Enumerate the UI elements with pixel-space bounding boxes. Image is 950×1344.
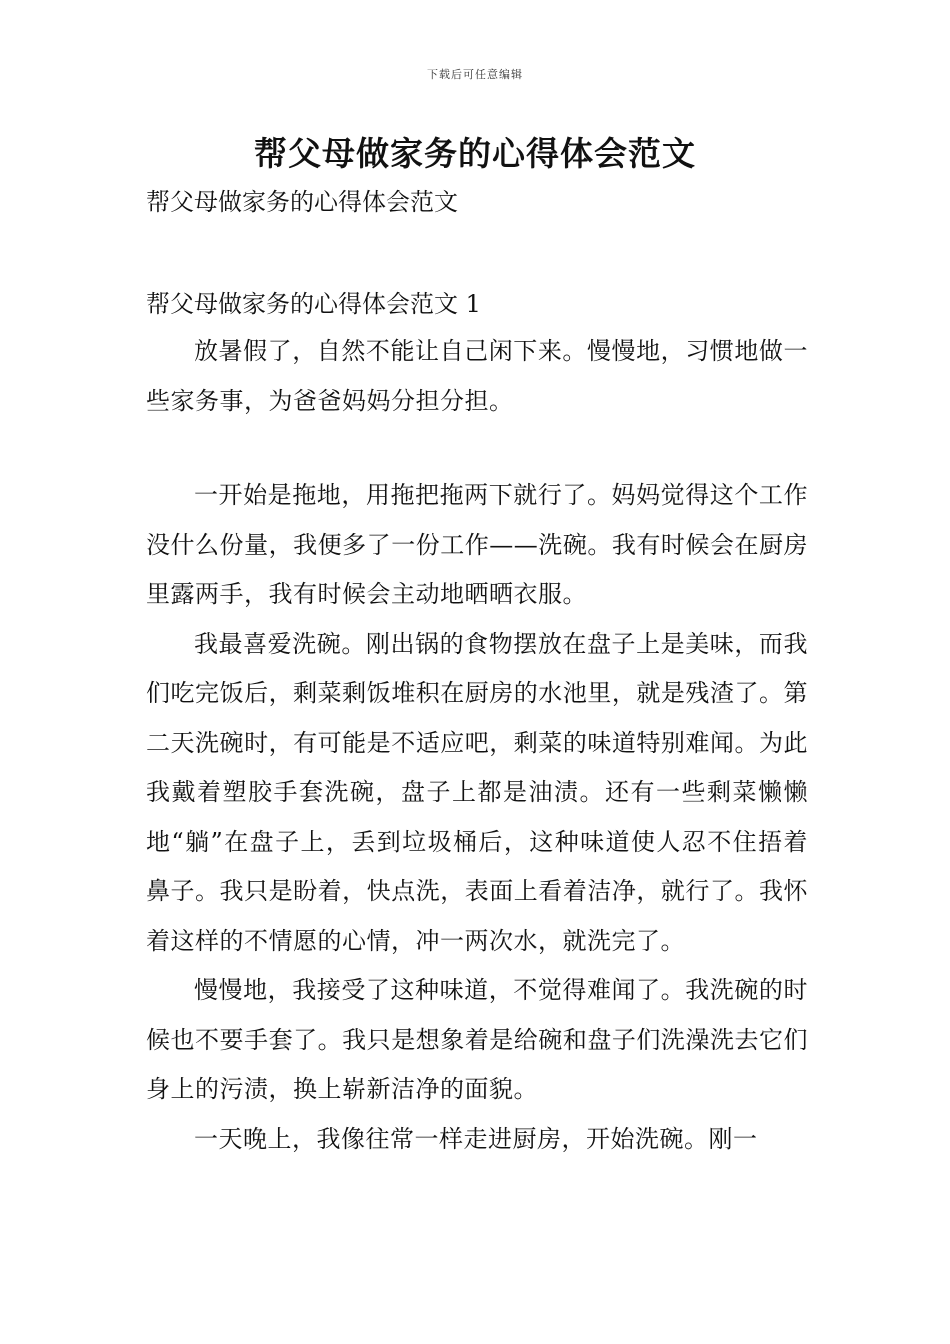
paragraph-1: 放暑假了，自然不能让自己闲下来。慢慢地，习惯地做一些家务事，为爸爸妈妈分担分担。 <box>146 337 808 415</box>
header-note: 下载后可任意编辑 <box>427 68 523 81</box>
section-heading: 帮父母做家务的心得体会范文 1 <box>146 290 481 318</box>
document-subtitle: 帮父母做家务的心得体会范文 <box>146 188 458 216</box>
paragraph-4: 慢慢地，我接受了这种味道，不觉得难闻了。我洗碗的时候也不要手套了。我只是想象着是给碗和盘子们洗澡洗去它们身上的污渍，换上崭新洁净的面貌。 <box>146 976 808 1103</box>
document-title: 帮父母做家务的心得体会范文 <box>254 134 696 173</box>
paragraph-5: 一天晚上，我像往常一样走进厨房，开始洗碗。刚一 <box>194 1124 758 1153</box>
document-body <box>146 327 808 1164</box>
paragraph-gap <box>146 426 808 471</box>
paragraph-2: 一开始是拖地，用拖把拖两下就行了。妈妈觉得这个工作没什么份量，我便多了一份工作——洗碗。我有时候会在厨房里露两手，我有时候会主动地晒晒衣服。 <box>146 481 808 608</box>
paragraph-3: 我最喜爱洗碗。刚出锅的食物摆放在盘子上是美味，而我们吃完饭后，剩菜剩饭堆积在厨房的水池里，就是残渣了。第二天洗碗时，有可能是不适应吧，剩菜的味道特别难闻。为此我戴着塑胶手套洗碗，盘子上都是油渍。还有一些剩菜懒懒地“躺”在盘子上，丢到垃圾桶后，这种味道使人忍不住捂着鼻子。我只是盼着，快点洗，表面上看着洁净，就行了。我怀着这样的不情愿的心情，冲一两次水，就洗完了。 <box>146 629 808 955</box>
